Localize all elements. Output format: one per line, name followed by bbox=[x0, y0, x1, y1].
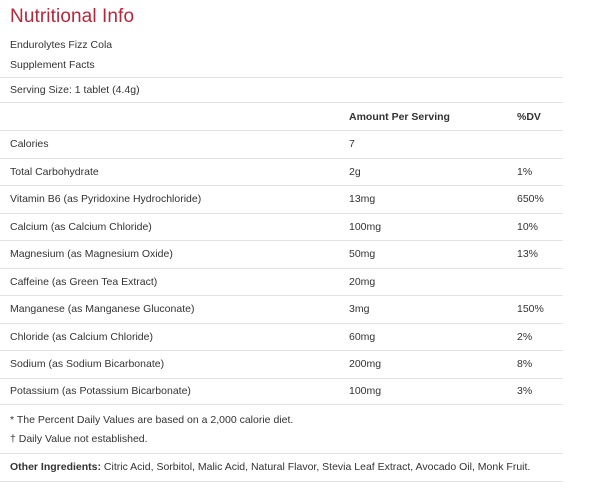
divider bbox=[0, 453, 563, 454]
other-ingredients-label: Other Ingredients: bbox=[10, 461, 102, 473]
nutrient-amount: 7 bbox=[349, 138, 355, 151]
nutrient-amount: 3mg bbox=[349, 303, 370, 316]
nutrient-name: Chloride (as Calcium Chloride) bbox=[10, 330, 153, 343]
table-row bbox=[0, 185, 563, 213]
nutrient-dv: 2% bbox=[517, 330, 533, 343]
nutrient-name: Calories bbox=[10, 138, 49, 151]
nutrient-amount: 2g bbox=[349, 165, 361, 178]
product-name: Endurolytes Fizz Cola bbox=[10, 39, 113, 51]
divider bbox=[0, 77, 563, 78]
nutrient-amount: 50mg bbox=[349, 248, 376, 261]
nutrient-name: Potassium (as Potassium Bicarbonate) bbox=[10, 385, 191, 398]
table-row bbox=[0, 158, 563, 186]
nutrient-dv: 1% bbox=[517, 165, 533, 178]
nutrient-dv: 3% bbox=[517, 385, 533, 398]
table-row bbox=[0, 378, 563, 406]
nutrient-name: Manganese (as Manganese Gluconate) bbox=[10, 303, 195, 316]
page-title: Nutritional Info bbox=[10, 6, 135, 27]
nutrient-name: Total Carbohydrate bbox=[10, 165, 99, 178]
table-header-row bbox=[0, 102, 563, 130]
serving-size: Serving Size: 1 tablet (4.4g) bbox=[10, 84, 140, 96]
header-amount: Amount Per Serving bbox=[349, 110, 450, 123]
nutrient-dv: 150% bbox=[517, 303, 544, 316]
section-label: Supplement Facts bbox=[10, 59, 95, 71]
nutrient-dv: 8% bbox=[517, 358, 533, 371]
header-dv: %DV bbox=[517, 110, 541, 123]
table-row bbox=[0, 295, 563, 323]
nutrient-amount: 100mg bbox=[349, 385, 382, 398]
nutrient-amount: 200mg bbox=[349, 358, 382, 371]
table-row bbox=[0, 323, 563, 351]
nutrient-name: Calcium (as Calcium Chloride) bbox=[10, 220, 152, 233]
nutrient-amount: 100mg bbox=[349, 220, 382, 233]
nutrient-dv: 13% bbox=[517, 248, 539, 261]
nutrition-table bbox=[0, 102, 563, 405]
nutrient-name: Vitamin B6 (as Pyridoxine Hydrochloride) bbox=[10, 193, 202, 206]
table-row bbox=[0, 350, 563, 378]
table-row bbox=[0, 240, 563, 268]
nutrient-dv: 650% bbox=[517, 193, 544, 206]
nutrient-name: Sodium (as Sodium Bicarbonate) bbox=[10, 358, 165, 371]
table-row bbox=[0, 130, 563, 158]
footnote-daily-values: * The Percent Daily Values are based on a 2,000 calorie diet. bbox=[10, 414, 294, 426]
nutrient-name: Caffeine (as Green Tea Extract) bbox=[10, 275, 158, 288]
nutrient-amount: 20mg bbox=[349, 275, 376, 288]
footnote-not-established: † Daily Value not established. bbox=[10, 433, 148, 445]
table-row bbox=[0, 213, 563, 241]
divider bbox=[0, 481, 563, 482]
other-ingredients bbox=[10, 461, 530, 473]
nutrient-name: Magnesium (as Magnesium Oxide) bbox=[10, 248, 173, 261]
nutrient-amount: 13mg bbox=[349, 193, 376, 206]
other-ingredients-value: Citric Acid, Sorbitol, Malic Acid, Natural Flavor, Stevia Leaf Extract, Avocado Oil, Monk Fruit. bbox=[101, 461, 531, 473]
table-row bbox=[0, 268, 563, 296]
nutrient-amount: 60mg bbox=[349, 330, 376, 343]
nutrient-dv: 10% bbox=[517, 220, 539, 233]
